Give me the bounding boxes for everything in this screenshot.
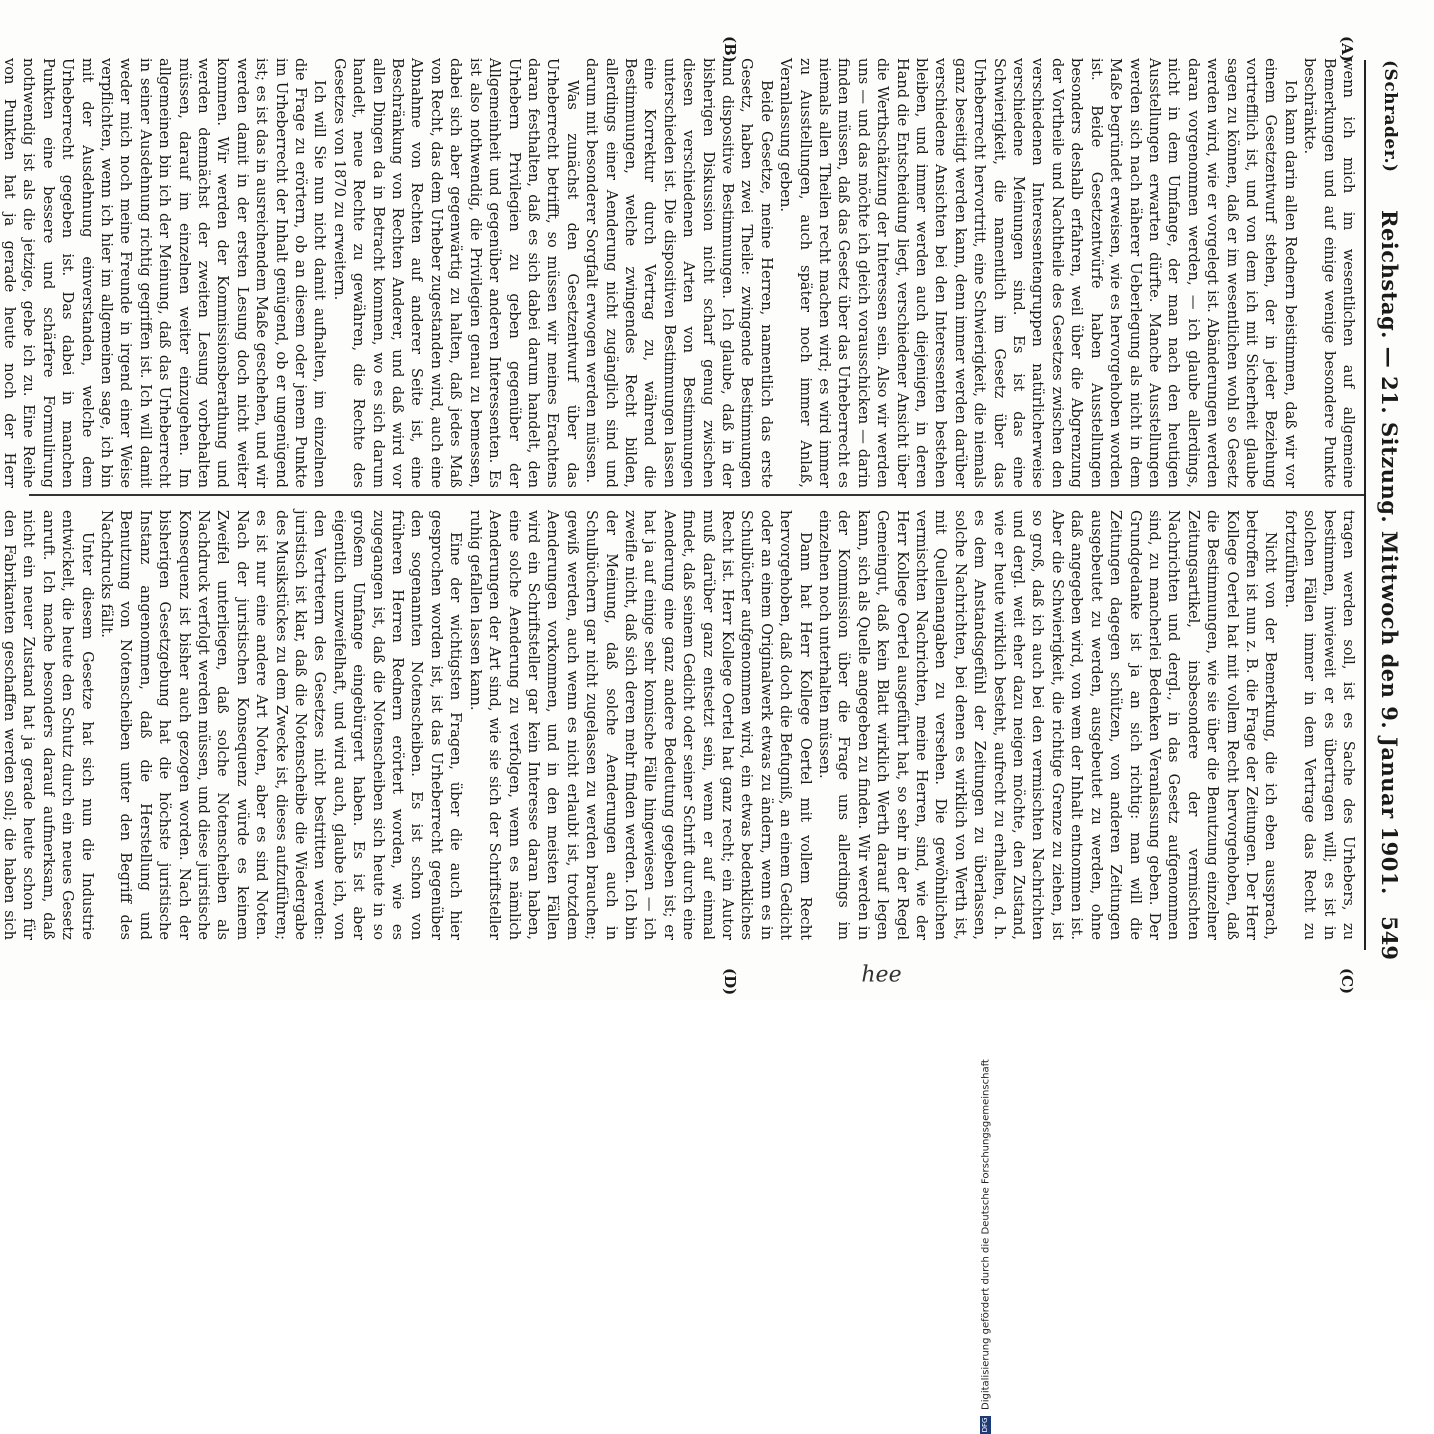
paragraph: wenn ich mich im wesentlichen auf allgemeine Bemerkungen und auf einige wenige besondere Punkte beschränkte. [1301,58,1357,488]
speaker-label: (Schrader.) [1380,60,1400,173]
footer-credit-text: Digitalisierung gefördert durch die Deutsche Forschungsgemeinschaft [980,1059,992,1410]
paragraph: tragen werden soll, ist es Sache des Urhebers, zu bestimmen, inwieweit er es übertragen will; es ist in solchen Fällen immer in dem Vertrage das Recht zu fortzuführen. [1281,510,1357,940]
paragraph: Dann hat Herr Kollege Oertel mit vollem Recht hervorgehoben, daß doch die Befugniß, an einem Gedicht oder an einem Originalwerk etwas zu ändern, wenn es in Schulbücher aufgenommen wird, ein etwas bedenkliches Recht ist. Herr Kollege Oertel hat ganz recht; ein Autor muß darüber ganz entsetzt sein, wenn er auf einmal findet, daß seinem Gedicht oder seiner Schrift durch eine Aenderung eine ganz andere Bedeutung gegeben ist; er hat ja auf einige sehr komische Fälle hingewiesen — ich zweifle nicht, daß sich deren mehr finden werden. Ich bin der Meinung, daß solche Aenderungen auch in Schulbüchern gar nicht zugelassen zu werden brauchen; gewiß werden, auch wenn es nicht erlaubt ist, trotzdem Aenderungen vorkommen, und in den meisten Fällen wird ein Schriftsteller gar kein Interesse daran haben, eine solche Aenderung zu verfolgen, wenn es nämlich Aenderungen der Art sind, wie sie sich der Schriftsteller ruhig gefallen lassen kann. [466,510,814,940]
margin-marker-c: (C) [1338,968,1356,995]
margin-marker-b: (B) [721,36,739,63]
margin-marker-a: (A) [1338,36,1356,62]
paragraph: Beide Gesetze, meine Herren, namentlich das erste Gesetz, haben zwei Theile: zwingende Bestimmungen und dispositive Bestimmungen. Ich glaube, daß in der bisherigen Diskussion nicht scharf genug zwischen diesen verschiedenen Arten von Bestimmungen unterschieden ist. Die dispositiven Bestimmungen lassen eine Korrektur durch Vertrag zu, während die Bestimmungen, welche zwingendes Recht bilden, allerdings einer Aenderung nicht zugänglich sind und darum mit besonderer Sorgfalt erwogen werden müssen. [583,58,775,488]
margin-marker-d: (D) [721,968,739,996]
dfg-logo-icon: DFG [981,1417,989,1433]
page-number: 549 [1377,916,1402,960]
paragraph: Ich kann darin allen Rednern beistimmen, daß wir vor einem Gesetzentwurf stehen, der in jeder Beziehung vortrefflich ist, und von dem ich mit Sicherheit glaube sagen zu können, daß er im wesentlichen wohl so Gesetz werden wird, wie er vorgelegt ist. Abänderungen werden daran vorgenommen werden, — ich glaube allerdings, nicht in dem Umfange, der man nach den heutigen Ausstellungen erwarten dürfte. Manche Ausstellungen werden sich nach näherer Ueberlegung als nicht in dem Maße begründet erweisen, wie es hervorgehoben worden ist. Beide Gesetzentwürfe haben Ausstellungen besonders deshalb erfahren, weil über die Abgrenzung der Vortheile und Nachtheile des Gesetzes zwischen den verschiedenen Interessentengruppen natürlicherweise verschiedene Meinungen sind. Es ist das eine Schwierigkeit, die namentlich im Gesetz über das Urheberrecht hervortritt, eine Schwierigkeit, die niemals ganz beseitigt werden kann, denn immer werden darüber verschiedene Ansichten bei den Interessenten bestehen bleiben, und immer werden auch diejenigen, in deren Hand die Entscheidung liegt, verschiedener Ansicht über die Werthschätzung der Interessen sein. Also wir werden uns — und das möchte ich gleich vorausschicken — darin finden müssen, daß das Gesetz über das Urheberrecht es niemals allen Theilen recht machen wird; es wird immer zu Ausstellungen, auch später noch immer Anlaß, Veranlassung geben. [777,58,1299,488]
paragraph: Nicht von der Bemerkung, die ich eben aussprach, betroffen ist nun z. B. die Frage der Zeitungen. Der Herr Kollege Oertel hat mit vollem Recht hervorgehoben, daß die Bestimmungen, wie sie über die Benutzung einzelner Zeitungsartikel, insbesondere der vermischten Nachrichten und dergl., in das Gesetz aufgenommen sind, zu mancherlei Bedenken Veranlassung geben. Der Grundgedanke ist ja an sich richtig: man will die Zeitungen dagegen schützen, von anderen Zeitungen ausgebeutet zu werden, ausgebeutet zu werden, ohne daß angegeben wird, von wem der Inhalt entnommen ist. Aber die Schwierigkeit, die richtige Grenze zu ziehen, ist so groß, daß ich auch bei den vermischten Nachrichten und dergl. weit eher dazu neigen möchte, den Zustand, wie er heute wirklich besteht, aufrecht zu erhalten, d. h. es dem Anstandsgefühl der Zeitungen zu überlassen, solche Nachrichten, bei denen es wirklich von Werth ist, mit Quellenangaben zu versehen. Die gewöhnlichen vermischten Nachrichten, meine Herren, sind, wie der Herr Kollege Oertel ausgeführt hat, so sehr in der Regel Gemeingut, daß kein Blatt wirklich Werth darauf legen kann, sich als Quelle angegeben zu finden. Wir werden in der Kommission über die Frage uns allerdings im einzelnen noch unterhalten müssen. [816,510,1280,940]
digitization-footer [980,0,1000,1434]
header-rule [1364,60,1366,950]
left-text-column [0,58,1358,488]
column-divider [29,494,1364,496]
paragraph: Ich will Sie nun nicht damit aufhalten, im einzelnen die Frage zu erörtern, ob an diesem oder jenem Punkte im Urheberrecht der Inhalt genügend, ob er ungenügend ist; es ist das in ausreichendem Maße geschehen, und wir werden damit in der ersten Lesung doch nicht weiter kommen. Wir werden der Kommissionsberathung und werden demnächst der zweiten Lesung vorbehalten müssen, darauf im einzelnen weiter einzugehen. Im allgemeinen bin ich der Meinung, daß das Urheberrecht in seiner Ausdehnung richtig gegriffen ist. Ich will damit weder mich noch meine Freunde in irgend einer Weise verpflichten, wenn ich hier im allgemeinen sage, ich bin mit der Ausdehnung einverstanden, welche dem Urheberrecht gegeben ist. Das dabei in manchen Punkten eine bessere und schärfere Formulirung nothwendig ist als die jetzige, gebe ich zu. Eine Reihe von Punkten hat ja gerade heute noch der Herr [0,58,329,488]
footer-credit [980,1059,992,1434]
right-text-column [0,510,1358,940]
paragraph: Was zunächst den Gesetzentwurf über das Urheberrecht betrifft, so müssen wir meines Erachtens daran festhalten, daß es sich dabei darum handelt, den Urhebern Privilegien zu geben gegenüber der Allgemeinheit und gegenüber anderen Interessenten. Es ist also nothwendig, die Privilegien genau zu bemessen, dabei sich aber gegenwärtig zu halten, daß jedes Maß von Recht, das dem Urheber zugestanden wird, auch eine Abnahme von Rechten auf anderer Seite ist, eine Beschränkung von Rechten Anderer, und daß wird vor allen Dingen da in Betracht kommen, wo es sich darum handelt, neue Rechte zu gewähren, die Rechte des Gesetzes von 1870 zu erweitern. [330,58,581,488]
paragraph: Eine der wichtigsten Fragen, über die auch hier gesprochen worden ist, ist das Urheberrecht gegenüber den sogenannten Notenscheiben. Es ist schon von früheren Herren Rednern erörtert worden, wie es zugegangen ist, daß die Notenscheiben sich heute in so großem Umfange eingebürgert haben. Es ist aber eigentlich unzweifelhaft, und wird auch, glaube ich, von den Vertretern des Gesetzes nicht bestritten werden: juristisch ist klar, daß die Notenscheibe die Wiedergabe des Musikstückes zu dem Zwecke ist, dieses aufzuführen; es ist nur eine andere Art Noten, aber es sind Noten. Nach der juristischen Konsequenz würde es keinem Zweifel unterliegen, daß solche Notenscheiben als Nachdruck verfolgt werden müssen, und diese juristische Konsequenz ist bisher auch gezogen worden. Nach der bisherigen Gesetzgebung hat die höchste juristische Instanz angenommen, daß die Herstellung und Benutzung von Notenscheiben unter den Begriff des Nachdrucks fällt. [98,510,465,940]
paragraph: Unter diesem Gesetze hat sich nun die Industrie entwickelt, die heute den Schutz durch ein neues Gesetz anruft. Ich mache besonders darauf aufmerksam, daß nicht ein neuer Zustand hat ja gerade heute schon für den Fabrikanten geschaffen werden soll; die haben sich [0,510,96,940]
page-header [1366,40,1406,960]
page-title: Reichstag. — 21. Sitzung. Mittwoch den 9. Januar 1901. [1377,210,1402,895]
handwritten-annotation: hee [861,962,902,988]
